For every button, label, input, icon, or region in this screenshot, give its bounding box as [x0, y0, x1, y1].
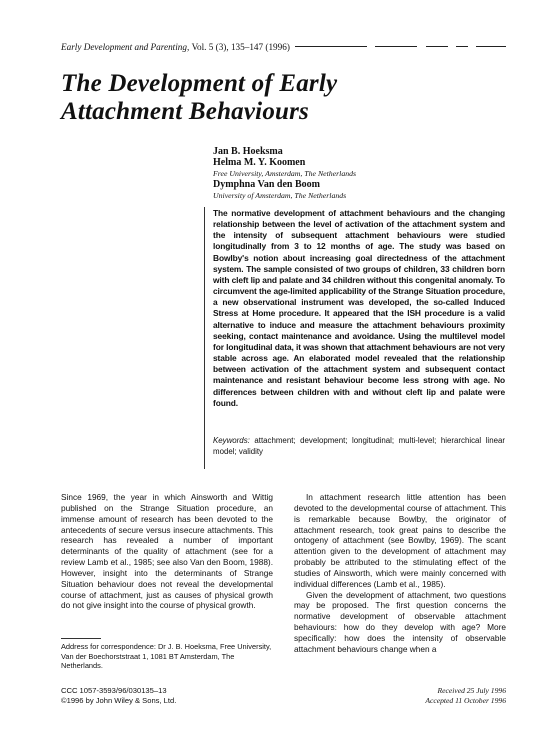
abstract-margin-rule: [204, 207, 205, 469]
author-block: [213, 146, 533, 201]
author-name: Dymphna Van den Boom: [213, 179, 320, 191]
header-rule: [426, 46, 448, 47]
body-column-right: [294, 492, 506, 655]
body-paragraph: Since 1969, the year in which Ainsworth and Wittig published on the Strange Situation procedure, an immense amount of research has been devoted to the antecedents of secure versus insecure attachments. This research has revealed a number of important determinants of the quality of attachment (see for a review Lamb et al., 1985; see also Van den Boom, 1988). However, insight into the determinants of Strange Situation behaviour does not reveal the developmental course of attachment, just as causes of physical growth do not give insight into the course of physical growth.: [61, 492, 273, 611]
keywords-label: Keywords:: [213, 436, 250, 445]
header-rule: [375, 46, 417, 47]
keywords-text: attachment; development; longitudinal; multi-level; hierarchical linear model; validity: [213, 436, 505, 456]
body-paragraph: In attachment research little attention has been devoted to the developmental course of attachment. This is remarkable because Bowlby, the originator of attachment research, took great pains to describe the ontogeny of attachment (see Bowlby, 1969). The scant attention given to the development of attachment may probably be attributed to the stimulating effect of the studies of Ainsworth, which were mainly concerned with individual differences (Lamb et al., 1985).: [294, 492, 506, 589]
header-rule: [295, 46, 367, 47]
author-affiliation: University of Amsterdam, The Netherlands: [213, 191, 347, 201]
header-rule: [456, 46, 468, 47]
author-name: Helma M. Y. Koomen: [213, 157, 306, 169]
title-line-1: The Development of Early: [61, 70, 338, 97]
correspondence-footnote: Address for correspondence: Dr J. B. Hoeksma, Free University, Van der Boechorststraat 1, 1081 BT Amsterdam, The Netherlands.: [61, 642, 272, 670]
title-line-2: Attachment Behaviours: [61, 98, 309, 125]
received-date: Received 25 July 1996: [437, 686, 506, 695]
author-name: Jan B. Hoeksma: [213, 146, 283, 157]
author-affiliation: Free University, Amsterdam, The Netherlands: [213, 169, 357, 179]
footer-dates: [330, 686, 506, 706]
footer-publisher: [61, 686, 261, 706]
journal-name: Early Development and Parenting,: [61, 42, 190, 52]
ccc-code: CCC 1057-3593/96/030135–13: [61, 686, 167, 695]
journal-volume: Vol. 5 (3), 135–147 (1996): [191, 42, 290, 52]
journal-header: [61, 42, 511, 52]
keywords: [213, 436, 505, 457]
accepted-date: Accepted 11 October 1996: [425, 696, 506, 705]
footnote-rule: [61, 638, 101, 639]
header-rule: [476, 46, 506, 47]
article-title: [61, 70, 521, 126]
body-paragraph: Given the development of attachment, two questions may be proposed. The first question concerns the normative development of observable attachment behaviours: how do they develop with age? More specifically: how does the intensity of observable attachment behaviours change when a: [294, 589, 506, 654]
abstract: The normative development of attachment behaviours and the changing relationship between the level of activation of the attachment system and the intensity of subsequent attachment behaviours were studied longitudinally from 3 to 12 months of age. The study was based on Bowlby's notion about increasing goal directedness of the attachment system. The sample consisted of two groups of children, 33 children born with cleft lip and palate and 34 children without this congenital anomaly. To circumvent the age-limited applicability of the Strange Situation procedure, a new observational instrument was developed, the so-called Induced Stress at Home procedure. It appeared that the ISH procedure is a valid alternative to induce and measure the attachment behaviours proximity seeking, contact maintenance and avoidance. Using the multilevel model for longitudinal data, it was shown that attachment behaviours are not very stable across age. An elaborated model revealed that the relationship between activation of the attachment system and subsequent contact maintenance and resistant behaviour become less strong with age. No differences between children with and without cleft lip and palate were found.: [213, 208, 505, 408]
copyright: ©1996 by John Wiley & Sons, Ltd.: [61, 696, 177, 705]
body-column-left: [61, 492, 273, 611]
